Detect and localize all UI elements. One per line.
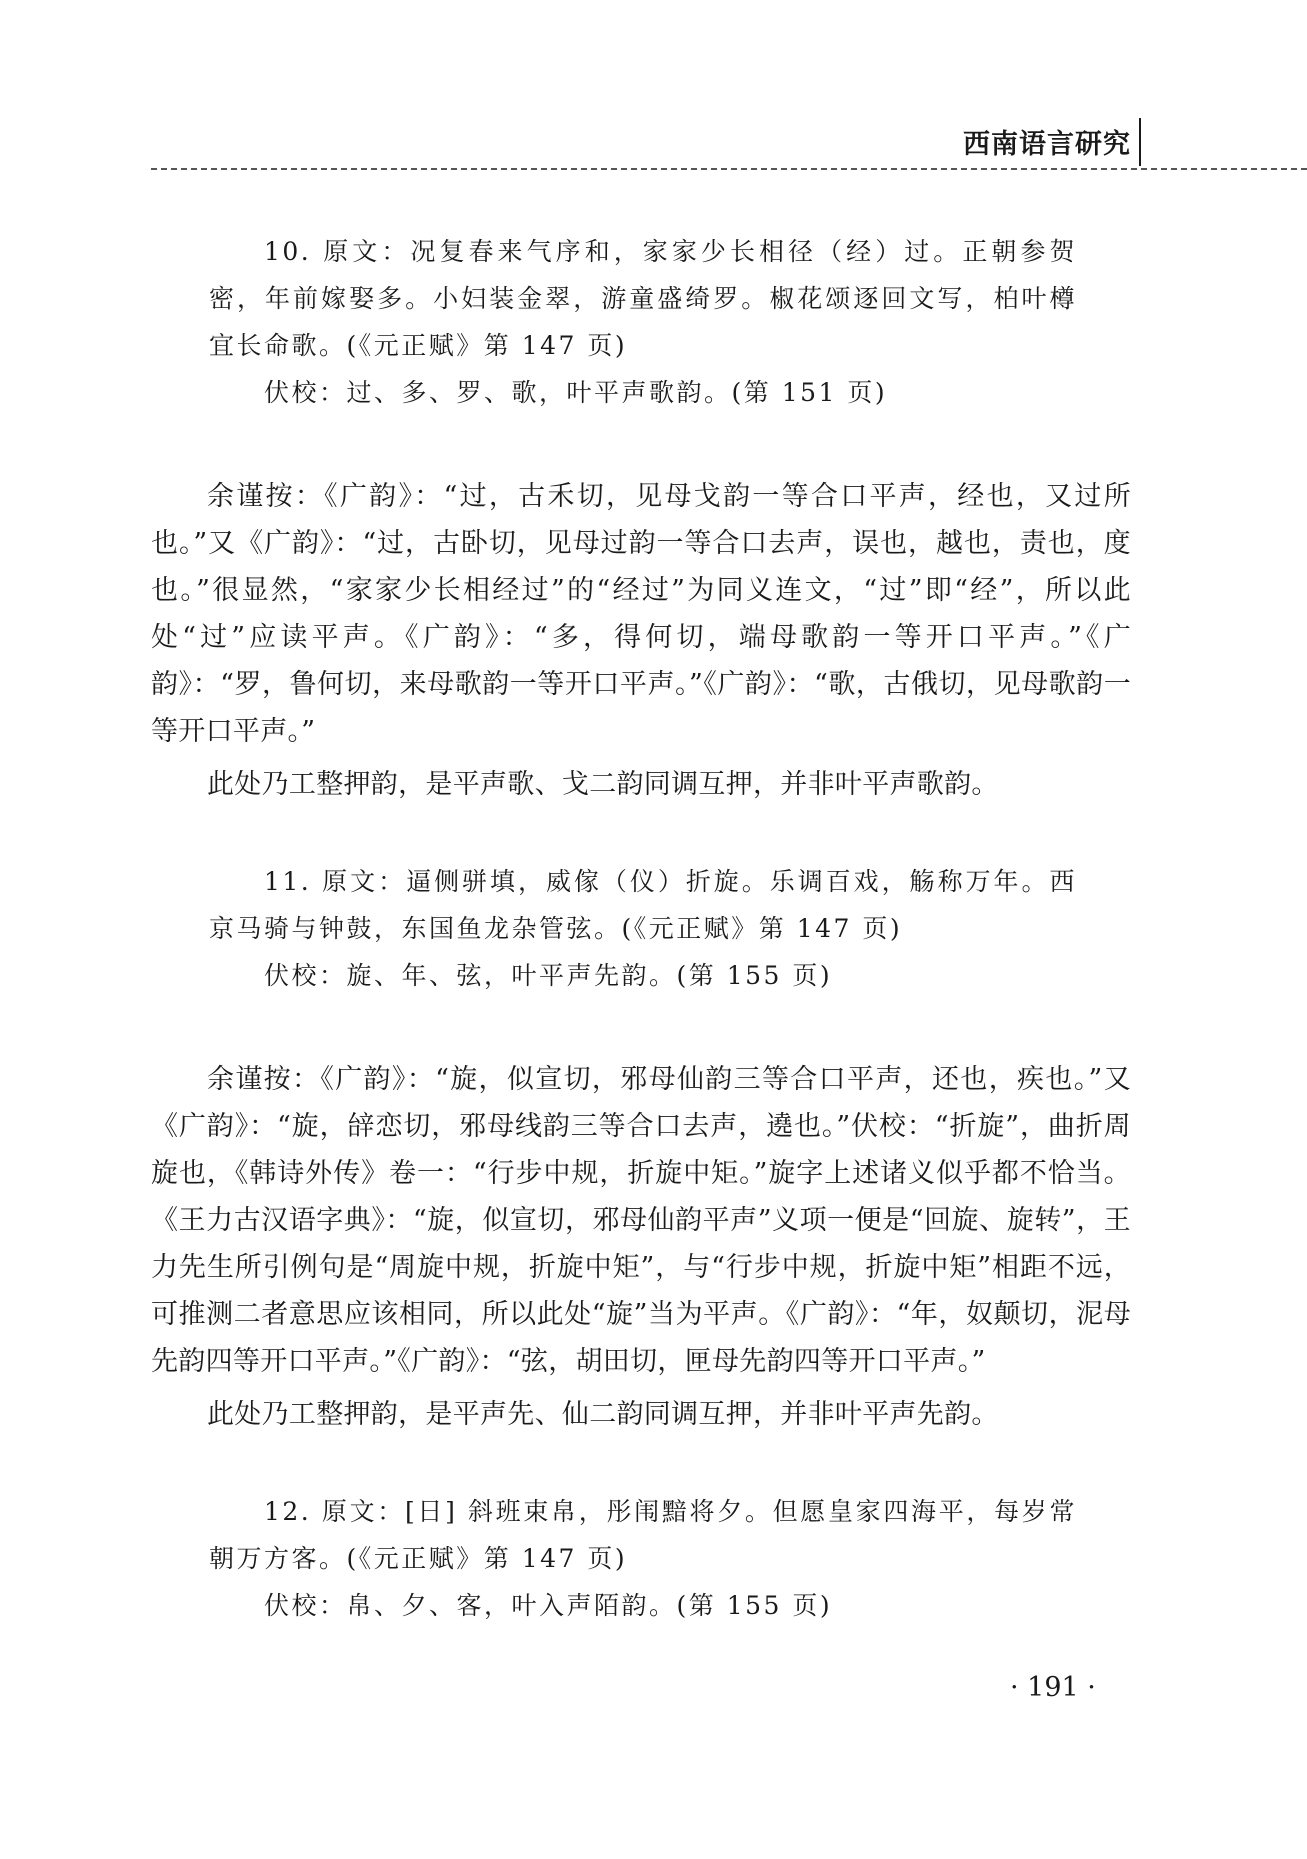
entry-11-commentary: 余谨按：《广韵》：“旋，似宣切，邪母仙韵三等合口平声，还也，疾也。”又《广韵》：“旋，辝恋切，邪母线韵三等合口去声，遶也。”伏校：“折旋”，曲折周旋也，《韩诗外传》卷一：“行步中规，折旋中矩。”旋字上述诸义似乎都不恰当。《王力古汉语字典》：“旋，似宣切，邪母仙韵平声”义项一便是“回旋、旋转”，王力先生所引例句是“周旋中规，折旋中矩”，与“行步中规，折旋中矩”相距不远，可推测二者意思应该相同，所以此处“旋”当为平声。《广韵》：“年，奴颠切，泥母先韵四等开口平声。”《广韵》：“弦，胡田切，匣母先韵四等开口平声。” — [151, 1064, 1131, 1377]
journal-title: 西南语言研究 — [963, 129, 1131, 160]
entry-12-fu-note: 伏校：帛、夕、客，叶入声陌韵。(第 155 页) — [264, 1591, 833, 1620]
entry-11-fu-note: 伏校：旋、年、弦，叶平声先韵。(第 155 页) — [264, 961, 833, 990]
entry-10-fu-note: 伏校：过、多、罗、歌，叶平声歌韵。(第 151 页) — [264, 378, 888, 407]
entry-11-quote: 11. 原文：逼侧骈填，威傢（仪）折旋。乐调百戏，觞称万年。西京马骑与钟鼓，东国鱼龙杂管弦。(《元正赋》第 147 页) — [209, 867, 1077, 943]
entry-10-conclusion: 此处乃工整押韵，是平声歌、戈二韵同调互押，并非叶平声歌韵。 — [207, 769, 999, 800]
entry-12-quote: 12. 原文：[日] 斜班束帛，彤闱黯将夕。但愿皇家四海平，每岁常朝万方客。(《元正赋》第 147 页) — [209, 1497, 1077, 1573]
entry-11-conclusion: 此处乃工整押韵，是平声先、仙二韵同调互押，并非叶平声先韵。 — [207, 1399, 999, 1430]
entry-10-commentary: 余谨按：《广韵》：“过，古禾切，见母戈韵一等合口平声，经也，又过所也。”又《广韵》：“过，古卧切，见母过韵一等合口去声，误也，越也，责也，度也。”很显然，“家家少长相经过”的“经过”为同义连文，“过”即“经”，所以此处“过”应读平声。《广韵》：“多，得何切，端母歌韵一等开口平声。”《广韵》：“罗，鲁何切，来母歌韵一等开口平声。”《广韵》：“歌，古俄切，见母歌韵一等开口平声。” — [151, 481, 1131, 747]
header-dashed-rule — [151, 168, 1307, 170]
entry-12-quote-block — [209, 1488, 1077, 1629]
header-vertical-bar — [1139, 118, 1141, 166]
entry-11-quote-block — [209, 858, 1077, 999]
page-body — [151, 228, 1131, 1629]
entry-10-quote-block — [209, 228, 1077, 416]
entry-10-quote: 10. 原文：况复春来气序和，家家少长相径（经）过。正朝参贺密，年前嫁娶多。小妇装金翠，游童盛绮罗。椒花颂逐回文写，柏叶樽宜长命歌。(《元正赋》第 147 页) — [209, 237, 1077, 360]
page-number: · 191 · — [1010, 1672, 1096, 1703]
